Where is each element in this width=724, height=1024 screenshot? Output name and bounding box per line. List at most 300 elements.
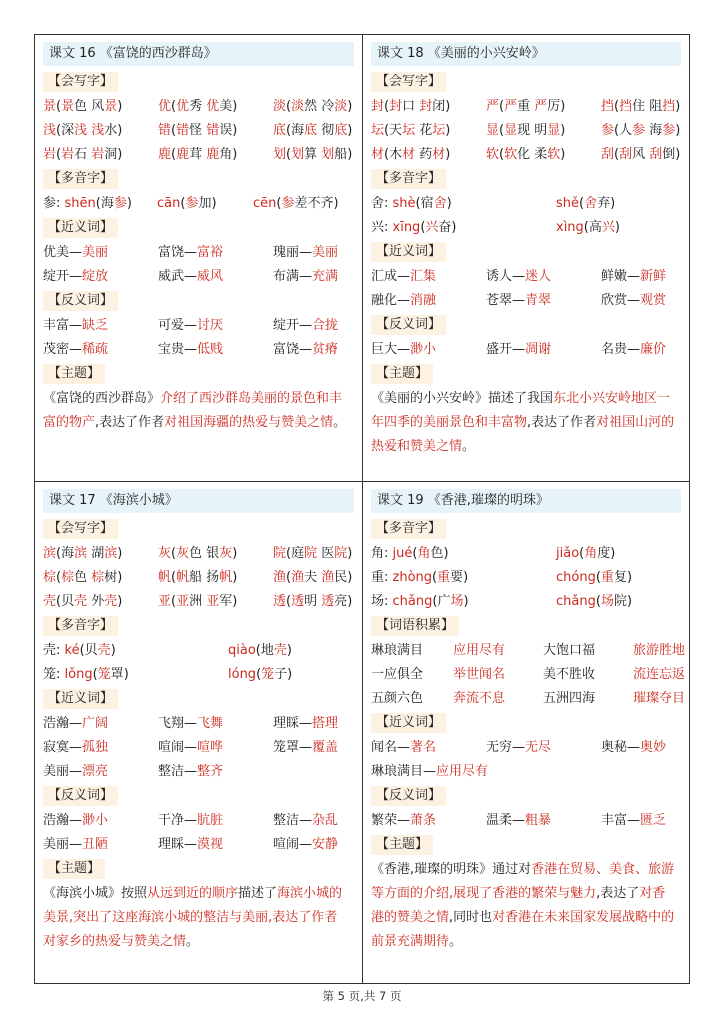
syn-item (273, 241, 363, 265)
highlight-text: 角 (417, 546, 431, 561)
syn-item (43, 241, 158, 265)
plain-text: ) (446, 196, 452, 211)
plain-text: ,表达了 (596, 886, 640, 901)
plain-text: 《美丽的小兴安岭》描述了我国 (371, 391, 554, 406)
highlight-text: xìng (556, 220, 584, 235)
write-item (158, 119, 273, 143)
plain-text: 丰富— (601, 813, 641, 828)
highlight-text: qiào (228, 643, 256, 658)
plain-text: 角 (219, 147, 233, 162)
vocab-item: 举世闻名 (453, 667, 506, 682)
highlight-text: 舍 (433, 196, 447, 211)
plain-text: 闻名— (371, 740, 411, 755)
ant-item (43, 314, 158, 338)
plain-text: ( (595, 570, 601, 585)
page-footer: 第 5 页,共 7 页 (322, 989, 402, 1003)
vocab-item: 流连忘返 (633, 667, 686, 682)
write-item (273, 119, 363, 143)
syn-item (43, 712, 158, 736)
plain-text: ) (347, 546, 353, 561)
vocab-item: 五颜六色 (371, 691, 424, 706)
ant-item (601, 338, 689, 362)
ant-row (43, 833, 354, 857)
write-item (43, 119, 158, 143)
plain-text: ( (171, 546, 177, 561)
plain-text: (宿 (415, 196, 434, 211)
poly-item (253, 192, 363, 216)
plain-text: ) (347, 123, 353, 138)
lesson-19-panel (363, 482, 689, 983)
ant-row (371, 809, 681, 833)
syn-row (43, 712, 354, 736)
plain-text: ( (56, 99, 62, 114)
section-heading-ant: 【反义词】 (371, 315, 446, 335)
ant-item (158, 809, 273, 833)
syn-row (43, 760, 354, 784)
plain-text: ( (579, 196, 585, 211)
highlight-text: chǎng (556, 594, 596, 609)
highlight-text: 严 (504, 99, 518, 114)
vocab-item: 奔流不息 (453, 691, 506, 706)
plain-text: 罩 (110, 667, 124, 682)
plain-text: 洞 (104, 147, 118, 162)
syn-item (158, 712, 273, 736)
highlight-text: 错 (176, 123, 190, 138)
highlight-text: 坛 (402, 123, 416, 138)
syn-item (158, 241, 273, 265)
write-row (43, 119, 354, 143)
highlight-text: 材 (371, 147, 385, 162)
write-item (486, 95, 601, 119)
plain-text: 笼: (43, 667, 65, 682)
ant-item (371, 809, 486, 833)
plain-text: 化 柔 (517, 147, 548, 162)
plain-text: 角: (371, 546, 393, 561)
highlight-text: 刮 (649, 147, 663, 162)
plain-text: (海 (56, 546, 75, 561)
highlight-text: 壳 (273, 643, 287, 658)
plain-text: 富饶— (273, 342, 313, 357)
plain-text: 口 (402, 99, 420, 114)
plain-text: 海 (645, 123, 663, 138)
lesson-title: 课文 16 《富饶的西沙群岛》 (43, 42, 354, 66)
highlight-text: 封 (419, 99, 433, 114)
highlight-text: 海滨小城的美景 (43, 886, 343, 925)
plain-text: 汇成— (371, 269, 411, 284)
highlight-text: 肮脏 (197, 813, 224, 828)
syn-item (273, 736, 363, 760)
plain-text: ) (560, 99, 566, 114)
plain-text: 湖 (87, 546, 105, 561)
section-heading-ant: 【反义词】 (371, 786, 446, 806)
poly-row (371, 216, 681, 240)
write-row (43, 566, 354, 590)
highlight-text: 岩 (61, 147, 75, 162)
plain-text: ( (256, 667, 262, 682)
plain-text: ) (626, 594, 633, 609)
highlight-text: 凋谢 (525, 342, 552, 357)
plain-text: 富饶— (158, 245, 198, 260)
plain-text: ) (333, 196, 339, 211)
section-heading-poly: 【多音字】 (43, 616, 118, 636)
highlight-text: 漠视 (197, 837, 224, 852)
plain-text: 秀 (189, 99, 207, 114)
section-heading-ant: 【反义词】 (43, 291, 118, 311)
highlight-text: 搭理 (312, 716, 339, 731)
plain-text: ( (614, 147, 620, 162)
highlight-text: 软 (504, 147, 518, 162)
highlight-text: 应用尽有 (436, 764, 489, 779)
poly-item (556, 192, 681, 216)
highlight-text: 挡 (601, 99, 615, 114)
plain-text: ) (675, 123, 681, 138)
syn-item (371, 289, 486, 313)
plain-text: (海 (95, 196, 114, 211)
highlight-text: 对香港的赞美之情 (371, 886, 666, 925)
highlight-text: 对祖国山河的热爱和赞美之情 (371, 415, 675, 454)
highlight-text: chǎng (392, 594, 433, 609)
plain-text: 欣赏— (601, 293, 641, 308)
write-item (158, 590, 273, 614)
write-item (601, 119, 689, 143)
write-item (43, 143, 158, 167)
plain-text: 加 (198, 196, 212, 211)
poly-item (371, 216, 556, 240)
plain-text: ( (579, 546, 585, 561)
plain-text: ( (276, 196, 282, 211)
highlight-text: shě (556, 196, 580, 211)
write-item (273, 590, 363, 614)
plain-text: ) (117, 546, 123, 561)
write-row (43, 542, 354, 566)
plain-text: ) (610, 546, 616, 561)
syn-item (486, 736, 601, 760)
plain-text: ) (232, 570, 238, 585)
ant-item (43, 833, 158, 857)
plain-text: 《香港,璀璨的明珠》通过对 (371, 862, 532, 877)
plain-text: 重 (517, 99, 535, 114)
plain-text: 军 (219, 594, 233, 609)
plain-text: 名贵— (601, 342, 641, 357)
plain-text: ) (675, 147, 681, 162)
highlight-text: 灰 (158, 546, 172, 561)
highlight-text: 严 (534, 99, 548, 114)
plain-text: ) (610, 196, 616, 211)
plain-text: 色 银 (189, 546, 220, 561)
plain-text: 整洁— (158, 764, 198, 779)
section-heading-syn: 【近义词】 (371, 713, 446, 733)
write-item (371, 119, 486, 143)
plain-text: ( (432, 570, 438, 585)
highlight-text: 参 (601, 123, 615, 138)
highlight-text: 鹿 (158, 147, 172, 162)
plain-text: ) (232, 99, 238, 114)
plain-text: ( (412, 546, 418, 561)
plain-text: 理睬— (158, 837, 198, 852)
plain-text: 。 (333, 415, 347, 430)
syn-item (43, 736, 158, 760)
highlight-text: 透 (273, 594, 287, 609)
poly-item (556, 542, 681, 566)
plain-text: 弃 (597, 196, 611, 211)
plain-text: ) (463, 570, 469, 585)
highlight-text: 绽放 (82, 269, 109, 284)
syn-item (486, 265, 601, 289)
plain-text: 瑰丽— (273, 245, 313, 260)
plain-text: 船 扬 (189, 570, 220, 585)
highlight-text: 亚 (206, 594, 220, 609)
plain-text: 温柔— (486, 813, 526, 828)
highlight-text: 淡 (334, 99, 348, 114)
theme-paragraph (371, 387, 681, 459)
ant-item (158, 338, 273, 362)
plain-text: 理睬— (273, 716, 313, 731)
ant-row (43, 338, 354, 362)
highlight-text: 材 (402, 147, 416, 162)
plain-text: ) (445, 99, 451, 114)
plain-text: (海 (286, 123, 305, 138)
poly-item (556, 216, 681, 240)
syn-item (371, 764, 488, 779)
highlight-text: 划 (321, 147, 335, 162)
vocab-item: 旅游胜地 (633, 643, 686, 658)
highlight-text: 从远到近的顺序 (147, 886, 239, 901)
highlight-text: ,突出了这座海滨小城的整洁与美丽,表达了作者对家乡的热爱与赞美之情 (43, 910, 338, 949)
highlight-text: 挡 (662, 99, 676, 114)
highlight-text: 院 (334, 546, 348, 561)
highlight-text: 壳 (74, 594, 88, 609)
plain-text: 盛开— (486, 342, 526, 357)
plain-text: ( (56, 570, 62, 585)
syn-item (273, 265, 363, 289)
plain-text: ) (560, 147, 566, 162)
plain-text: 笼罩— (273, 740, 313, 755)
plain-text: ) (451, 220, 457, 235)
highlight-text: 优 (206, 99, 220, 114)
theme-paragraph (371, 858, 681, 954)
plain-text: 巨大— (371, 342, 411, 357)
plain-text: ) (287, 667, 293, 682)
section-heading-vocab: 【词语积累】 (371, 616, 459, 636)
syn-row (371, 736, 681, 760)
plain-text: 美丽— (43, 764, 83, 779)
highlight-text: 廉价 (640, 342, 667, 357)
highlight-text: 浅 (74, 123, 88, 138)
highlight-text: 淡 (273, 99, 287, 114)
poly-item (371, 192, 556, 216)
syn-item (601, 289, 689, 313)
highlight-text: 介绍了西沙群岛美丽的景色和丰富的物产 (43, 391, 343, 430)
poly-row (371, 590, 681, 614)
plain-text: 闭 (432, 99, 446, 114)
lesson-title: 课文 18 《美丽的小兴安岭》 (371, 42, 681, 66)
syn-row (371, 760, 681, 784)
plain-text: ) (117, 594, 123, 609)
highlight-text: 岩 (43, 147, 57, 162)
ant-item (43, 809, 158, 833)
highlight-text: cān (157, 196, 181, 211)
highlight-text: 透 (291, 594, 305, 609)
plain-text: 洲 (189, 594, 207, 609)
poly-row (371, 192, 681, 216)
write-item (43, 542, 158, 566)
plain-text: (天 (384, 123, 403, 138)
plain-text: 喧闹— (158, 740, 198, 755)
syn-row (371, 289, 681, 313)
highlight-text: 棕 (91, 570, 105, 585)
highlight-text: 软 (486, 147, 500, 162)
plain-text: ,表达了作者 (95, 415, 165, 430)
highlight-text: 消融 (410, 293, 437, 308)
highlight-text: 参 (281, 196, 295, 211)
highlight-text: 棕 (43, 570, 57, 585)
plain-text: ( (171, 147, 177, 162)
write-item (601, 95, 689, 119)
write-row (371, 119, 681, 143)
highlight-text: 封 (389, 99, 403, 114)
plain-text: 奥秘— (601, 740, 641, 755)
plain-text: 《富饶的西沙群岛》 (43, 391, 161, 406)
plain-text: 药 (415, 147, 433, 162)
plain-text: 医 (317, 546, 335, 561)
plain-text: ( (499, 99, 505, 114)
highlight-text: 帆 (158, 570, 172, 585)
plain-text: ( (499, 123, 505, 138)
theme-paragraph (43, 387, 354, 435)
highlight-text: ké (64, 643, 80, 658)
highlight-text: 场 (450, 594, 464, 609)
highlight-text: 底 (273, 123, 287, 138)
lesson-16-panel (35, 35, 363, 482)
highlight-text: 鹿 (206, 147, 220, 162)
highlight-text: 显 (547, 123, 561, 138)
plain-text: ( (171, 594, 177, 609)
write-item (371, 143, 486, 167)
poly-row (371, 566, 681, 590)
highlight-text: 重 (437, 570, 451, 585)
plain-text: 诱人— (486, 269, 526, 284)
vocab-item: 一应俱全 (371, 667, 424, 682)
highlight-text: 对香港在未来国家发展战略中的前景充满期待 (371, 910, 675, 949)
write-row (43, 590, 354, 614)
plain-text: (贝 (56, 594, 75, 609)
highlight-text: 安静 (312, 837, 339, 852)
highlight-text: 渔 (321, 570, 335, 585)
plain-text: ( (420, 220, 426, 235)
highlight-text: 封 (371, 99, 385, 114)
plain-text: 色 (430, 546, 444, 561)
highlight-text: 挡 (619, 99, 633, 114)
vocab-item: 琳琅满目 (371, 643, 424, 658)
plain-text: 融化— (371, 293, 411, 308)
syn-item (158, 265, 273, 289)
plain-text: ( (499, 147, 505, 162)
plain-text: ) (463, 594, 469, 609)
plain-text: 明 (304, 594, 322, 609)
highlight-text: 喧哗 (197, 740, 224, 755)
highlight-text: 景 (43, 99, 57, 114)
highlight-text: 参 (662, 123, 676, 138)
plain-text: ) (443, 546, 449, 561)
highlight-text: 坛 (432, 123, 446, 138)
highlight-text: 观赏 (640, 293, 667, 308)
highlight-text: 渔 (291, 570, 305, 585)
plain-text: 子 (274, 667, 288, 682)
plain-text: ( (171, 123, 177, 138)
highlight-text: 底 (304, 123, 318, 138)
plain-text: ( (595, 594, 601, 609)
plain-text: ( (286, 570, 292, 585)
highlight-text: 低贱 (197, 342, 224, 357)
highlight-text: 重 (600, 570, 614, 585)
highlight-text: 飞舞 (197, 716, 224, 731)
poly-item (43, 639, 228, 663)
highlight-text: 笼 (97, 667, 111, 682)
plain-text: 干净— (158, 813, 198, 828)
plain-text: 外 (87, 594, 105, 609)
plain-text: ) (347, 594, 353, 609)
ant-item (273, 833, 363, 857)
highlight-text: 杂乱 (312, 813, 339, 828)
poly-item (157, 192, 253, 216)
section-heading-theme: 【主题】 (43, 859, 105, 879)
highlight-text: 粗暴 (525, 813, 552, 828)
plain-text: (人 (614, 123, 633, 138)
plain-text: (庭 (286, 546, 305, 561)
highlight-text: 划 (273, 147, 287, 162)
vocab-item: 美不胜收 (543, 667, 596, 682)
highlight-text: shè (392, 196, 416, 211)
plain-text: ) (117, 147, 123, 162)
write-row (371, 143, 681, 167)
highlight-text: 透 (321, 594, 335, 609)
section-heading-write: 【会写字】 (371, 72, 446, 92)
highlight-text: 院 (273, 546, 287, 561)
highlight-text: 孤独 (82, 740, 109, 755)
syn-row (43, 265, 354, 289)
ant-item (273, 809, 363, 833)
highlight-text: 壳 (43, 594, 57, 609)
highlight-text: 景 (61, 99, 75, 114)
highlight-text: 参 (632, 123, 646, 138)
highlight-text: 错 (206, 123, 220, 138)
syn-item (158, 760, 273, 784)
plain-text: 船 (334, 147, 348, 162)
highlight-text: 广阔 (82, 716, 109, 731)
plain-text: 夫 (304, 570, 322, 585)
highlight-text: 兴 (601, 220, 615, 235)
ant-item (158, 314, 273, 338)
highlight-text: 软 (547, 147, 561, 162)
plain-text: 怪 (189, 123, 207, 138)
plain-text: ) (614, 220, 620, 235)
plain-text: ( (56, 147, 62, 162)
plain-text: 亮 (334, 594, 348, 609)
highlight-text: 萧条 (410, 813, 437, 828)
highlight-text: 东北小兴安岭地区一年四季的美丽景色和丰富物 (371, 391, 671, 430)
plain-text: 。 (186, 934, 200, 949)
plain-text: 威武— (158, 269, 198, 284)
plain-text: 奋 (438, 220, 452, 235)
plain-text: ) (232, 147, 238, 162)
highlight-text: 刮 (619, 147, 633, 162)
poly-item (228, 663, 353, 687)
highlight-text: shēn (64, 196, 96, 211)
plain-text: 现 明 (517, 123, 548, 138)
highlight-text: 富裕 (197, 245, 224, 260)
plain-text: 《海滨小城》按照 (43, 886, 148, 901)
highlight-text: 合拢 (312, 318, 339, 333)
